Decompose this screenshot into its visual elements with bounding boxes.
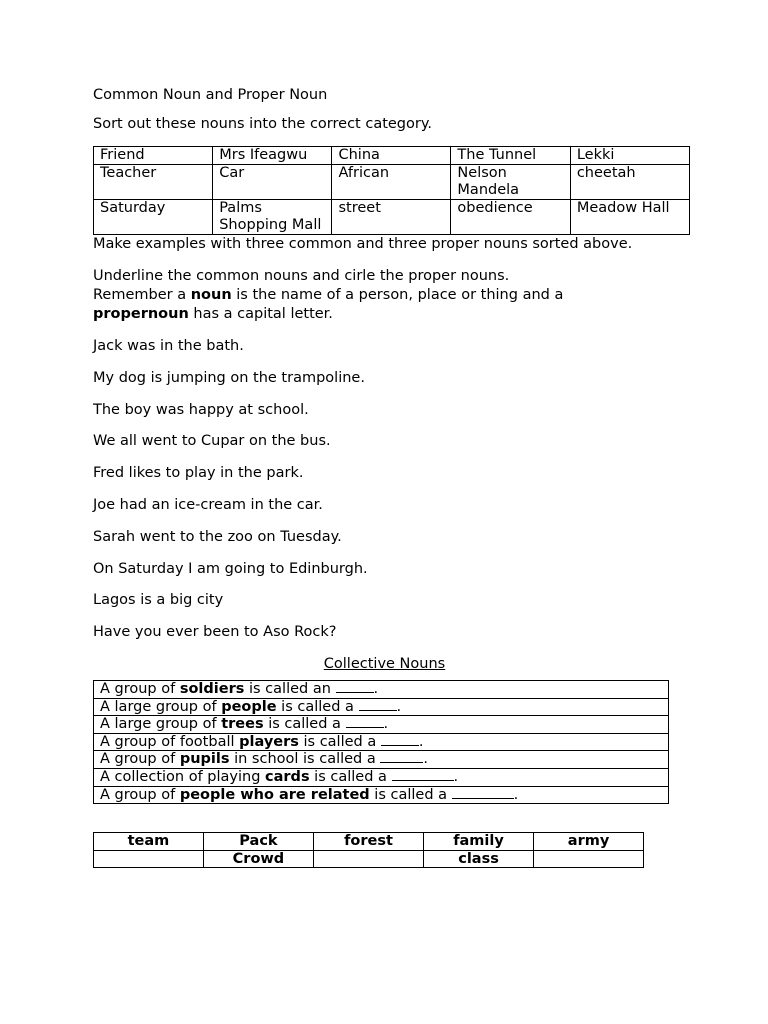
question-keyword: soldiers (179, 680, 245, 697)
noun-cell: Lekki (570, 147, 689, 165)
question-text: A collection of playing (100, 768, 266, 785)
sentence: Sarah went to the zoo on Tuesday. (93, 528, 342, 545)
remember-note (93, 286, 693, 324)
question-text: A group of football (100, 733, 240, 750)
noun-row (94, 165, 690, 200)
remember-text-2: is the name of a person, place or thing and a (231, 287, 564, 303)
noun-cell: Meadow Hall (570, 200, 689, 235)
collective-row (94, 751, 669, 769)
noun-cell: China (332, 147, 451, 165)
sentence: Jack was in the bath. (93, 338, 244, 354)
word-bank-cell: class (424, 850, 534, 867)
word-bank-cell: team (94, 833, 204, 850)
page-title: Common Noun and Proper Noun (93, 87, 328, 103)
word-bank-cell: forest (313, 833, 423, 850)
noun-row (94, 147, 690, 165)
collective-question (94, 716, 669, 734)
sort-instruction: Sort out these nouns into the correct category. (93, 116, 432, 132)
question-end: . (453, 768, 459, 785)
collective-question (94, 768, 669, 786)
remember-noun: noun (190, 287, 232, 303)
noun-cell: Car (213, 165, 332, 200)
noun-cell: African (332, 165, 451, 200)
sentence: Joe had an ice-cream in the car. (93, 496, 323, 513)
collective-row (94, 768, 669, 786)
noun-row (94, 200, 690, 235)
noun-cell: Teacher (94, 165, 213, 200)
collective-question (94, 751, 669, 769)
remember-text-1: Remember a (93, 287, 191, 303)
word-bank-cell: Crowd (203, 850, 313, 867)
answer-blank[interactable] (359, 700, 397, 711)
word-bank-cell (94, 850, 204, 867)
noun-sort-table (93, 146, 690, 235)
question-text: A group of (100, 680, 180, 697)
question-keyword: cards (265, 768, 310, 785)
noun-cell: cheetah (570, 165, 689, 200)
sentence: Lagos is a big city (93, 592, 224, 609)
answer-blank[interactable] (452, 788, 514, 799)
question-end: . (423, 751, 428, 768)
collective-question (94, 786, 669, 804)
worksheet (93, 86, 693, 868)
word-bank-cell: Pack (203, 833, 313, 850)
word-bank-table (93, 832, 644, 868)
answer-blank[interactable] (392, 770, 454, 781)
answer-blank[interactable] (381, 735, 419, 746)
noun-cell: street (332, 200, 451, 235)
question-text: A large group of (100, 698, 222, 715)
sentence: The boy was happy at school. (93, 401, 309, 418)
question-end: . (373, 680, 379, 697)
remember-propernoun: propernoun (93, 306, 189, 322)
sentence: On Saturday I am going to Edinburgh. (93, 560, 368, 577)
answer-blank[interactable] (380, 752, 423, 763)
question-text: is called a (263, 716, 346, 733)
answer-blank[interactable] (346, 717, 384, 728)
question-keyword: trees (221, 716, 264, 733)
sentence: We all went to Cupar on the bus. (93, 433, 331, 450)
sentence-list (93, 337, 693, 642)
question-text: is called a (298, 733, 381, 750)
collective-question (94, 733, 669, 751)
question-end: . (513, 786, 519, 803)
collective-row (94, 716, 669, 734)
word-bank-row (94, 833, 644, 850)
word-bank-cell (534, 850, 644, 867)
question-text: in school is called a (229, 751, 381, 768)
collective-question (94, 698, 669, 716)
examples-instruction: Make examples with three common and three proper nouns sorted above. (93, 236, 633, 252)
collective-row (94, 680, 669, 698)
collective-row (94, 786, 669, 804)
sentence: My dog is jumping on the trampoline. (93, 369, 365, 386)
word-bank-row (94, 850, 644, 867)
question-keyword: pupils (179, 751, 230, 768)
word-bank-cell: army (534, 833, 644, 850)
sentence: Fred likes to play in the park. (93, 465, 304, 482)
word-bank-cell: family (424, 833, 534, 850)
noun-cell: Palms Shopping Mall (213, 200, 332, 235)
noun-cell: The Tunnel (451, 147, 570, 165)
question-text: A group of (100, 751, 180, 768)
question-text: A large group of (100, 716, 222, 733)
sentence: Have you ever been to Aso Rock? (93, 624, 337, 641)
noun-cell: Saturday (94, 200, 213, 235)
noun-cell: obedience (451, 200, 570, 235)
question-end: . (396, 698, 402, 715)
noun-cell: Friend (94, 147, 213, 165)
question-keyword: players (239, 733, 299, 750)
question-keyword: people (221, 698, 277, 715)
question-text: is called an (244, 680, 336, 697)
collective-row (94, 698, 669, 716)
question-text: is called a (276, 698, 359, 715)
question-end: . (418, 733, 424, 750)
question-text: is called a (309, 768, 392, 785)
underline-instruction: Underline the common nouns and cirle the proper nouns. (93, 268, 510, 284)
noun-cell: Mrs Ifeagwu (213, 147, 332, 165)
collective-row (94, 733, 669, 751)
word-bank-cell (313, 850, 423, 867)
question-text: A group of (100, 786, 180, 803)
collective-nouns-table (93, 680, 669, 804)
noun-cell: Nelson Mandela (451, 165, 570, 200)
question-text: is called a (369, 786, 452, 803)
question-end: . (383, 716, 389, 733)
remember-text-3: has a capital letter. (188, 306, 333, 322)
question-keyword: people who are related (179, 786, 370, 803)
collective-heading: Collective Nouns (323, 655, 446, 672)
collective-question (94, 680, 669, 698)
answer-blank[interactable] (336, 682, 374, 693)
